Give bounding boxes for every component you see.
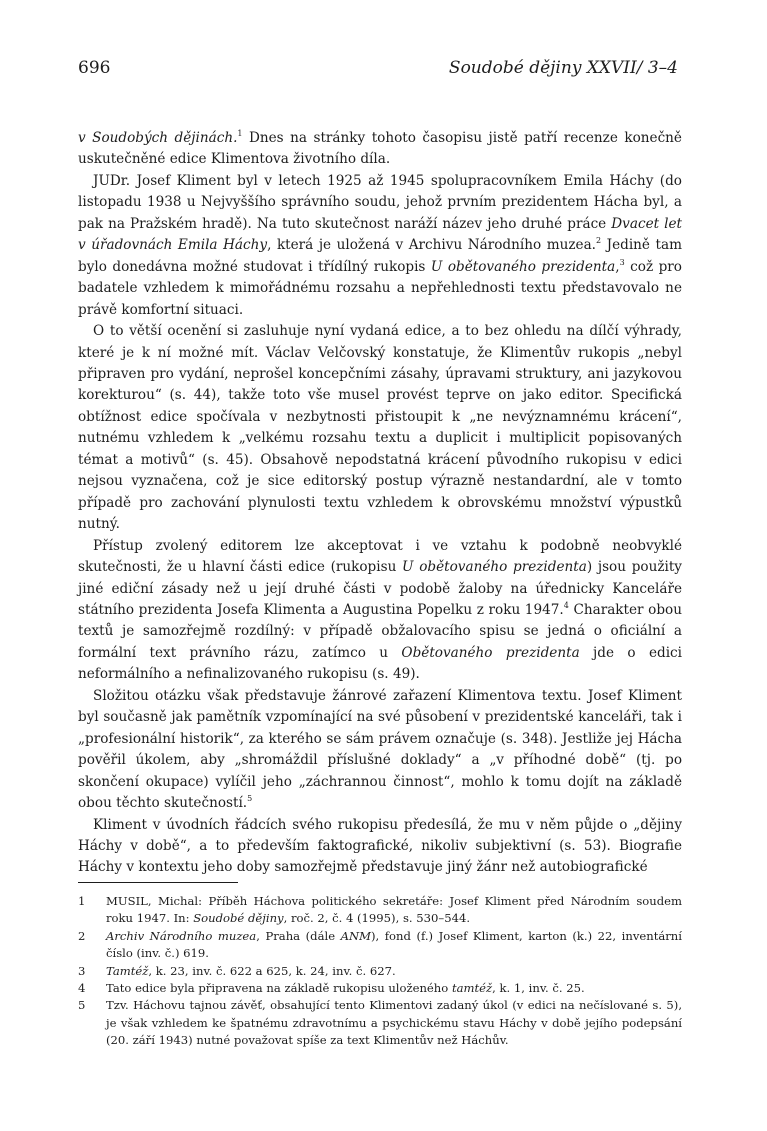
text-run: , bbox=[615, 258, 620, 275]
text-run: , k. 1, inv. č. 25. bbox=[492, 981, 585, 996]
footnote-number: 4 bbox=[78, 981, 86, 996]
italic-text: U obětovaného prezidenta bbox=[402, 559, 587, 576]
paragraph bbox=[78, 686, 682, 815]
text-run: Kliment v úvodních řádcích svého rukopisu předesílá, že mu v něm půjde o „dějiny Háchy v době“, a to především faktografické, nikoliv subjektivní (s. 53). Biografie Háchy v kontextu jeho doby samozřejmě představuje jiný žánr než autobiografické bbox=[78, 816, 682, 876]
text-run: Jedině tam bylo donedávna možné studovat i třídílný rukopis bbox=[78, 237, 682, 275]
running-header bbox=[78, 58, 678, 82]
journal-title: Soudobé dějiny XXVII/ 3–4 bbox=[448, 58, 678, 78]
footnote bbox=[78, 997, 682, 1049]
footnote-reference: 3 bbox=[619, 257, 625, 267]
footnote-rule bbox=[78, 882, 238, 883]
italic-text: Soudobé dějiny bbox=[193, 911, 284, 926]
footnote bbox=[78, 963, 682, 980]
italic-text: Archiv Národního muzea bbox=[106, 928, 257, 943]
footnote bbox=[78, 980, 682, 997]
footnote-number: 2 bbox=[78, 928, 86, 943]
footnote-text bbox=[106, 997, 682, 1049]
text-run: , která je uložená v Archivu Národního muzea. bbox=[267, 237, 596, 254]
text-run: Tzv. Háchovu tajnou závěť, obsahující tento Klimentovi zadaný úkol (v edici na nečíslované s. 5), je však vzhledem ke špatnému zdravotnímu a psychickému stavu Háchy v době jejího podepsání (20. září 1943) nutné považovat spíše za text Klimentův než Háchův. bbox=[106, 998, 682, 1048]
paragraph bbox=[78, 321, 682, 536]
paragraph bbox=[78, 128, 682, 171]
page-number: 696 bbox=[78, 58, 111, 78]
footnote-number: 1 bbox=[78, 894, 86, 908]
text-run: , roč. 2, č. 4 (1995), s. 530–544. bbox=[283, 911, 471, 926]
body-text bbox=[78, 128, 682, 879]
footnote-text bbox=[106, 963, 682, 980]
text-run: Složitou otázku však představuje žánrové zařazení Klimentova textu. Josef Kliment byl současně jak pamětník vzpomínající na své působení v prezidentské kanceláři, tak i „profesionální historik“, za kterého se sám právem označuje (s. 348). Jestliže jej Hácha pověřil úkolem, aby „shromáždil příslušné doklady“ a „v příhodné době“ (tj. po skončení okupace) vylíčil jeho „záchrannou činnost“, mohlo k tomu dojít na základě obou těchto skutečností. bbox=[78, 687, 682, 812]
footnote-text bbox=[106, 980, 682, 997]
footnote-text bbox=[106, 928, 682, 963]
footnote-reference: 2 bbox=[596, 236, 602, 246]
text-run: ), fond (f.) Josef Kliment, karton (k.) 22, inventární číslo (inv. č.) 619. bbox=[106, 928, 682, 961]
footnote-reference: 1 bbox=[237, 129, 243, 138]
italic-text: v Soudobých dějinách. bbox=[78, 130, 238, 146]
italic-text: tamtéž bbox=[451, 981, 493, 996]
italic-text: ANM bbox=[340, 928, 371, 943]
text-run: MUSIL, Michal: Příběh Háchova politického sekretáře: Josef Kliment před Národním soudem roku 1947. In: bbox=[106, 894, 682, 926]
text-run: , Praha (dále bbox=[256, 928, 341, 943]
paragraph bbox=[78, 815, 682, 879]
text-run: Dnes na stránky tohoto časopisu jistě patří recenze konečně uskutečněné edice Klimentova životního díla. bbox=[78, 130, 682, 168]
text-run: , k. 23, inv. č. 622 a 625, k. 24, inv. č. 627. bbox=[148, 963, 396, 978]
text-run: Přístup zvolený editorem lze akceptovat i ve vztahu k podobně neobvyklé skutečnosti, že u hlavní části edice (rukopisu bbox=[78, 537, 682, 576]
italic-text: Obětovaného prezidenta bbox=[401, 644, 580, 661]
italic-text: Tamtéž bbox=[106, 963, 149, 978]
italic-text: U obětovaného prezidenta bbox=[430, 258, 616, 275]
text-run: Charakter obou textů je samozřejmě rozdílný: v případě obžalovacího spisu se jedná o oficiální a formální text právního rázu, zatímco u bbox=[78, 601, 682, 661]
footnote-text bbox=[106, 893, 682, 928]
text-run: což pro badatele vzhledem k mimořádnému rozsahu a nepřehlednosti textu představovalo ne právě komfortní situaci. bbox=[78, 258, 682, 318]
footnote bbox=[78, 893, 682, 928]
footnotes bbox=[78, 893, 682, 1050]
text-run: O to větší ocenění si zasluhuje nyní vydaná edice, a to bez ohledu na dílčí výhrady, které je k ní možné mít. Václav Velčovský konstatuje, že Klimentův rukopis „nebyl připraven pro vydání, neprošel koncepčními zásahy, úpravami struktury, ani jazykovou korekturou“ (s. 44), takže toto vše musel provést teprve on jako editor. Specifická obtížnost edice spočívala v nezbytnosti přistoupit k „ne nevýznamnému krácení“, nutnému vzhledem k „velkému rozsahu textu a duplicit i multiplicit popisovaných témat a motivů“ (s. 45). Obsahově nepodstatná krácení původního rukopisu v edici nejsou vyznačena, což je sice editorský postup výrazně nestandardní, ale v tomto případě pro zachování plynulosti textu vzhledem k obrovskému množství výpustků nutný. bbox=[78, 323, 682, 533]
paragraph bbox=[78, 171, 682, 321]
footnote-number: 3 bbox=[78, 963, 86, 978]
paragraph bbox=[78, 536, 682, 686]
text-run: JUDr. Josef Kliment byl v letech 1925 až 1945 spolupracovníkem Emila Háchy (do listopadu 1938 u Nejvyššího správního soudu, jehož prvním prezidentem Hácha byl, a pak na Pražském hradě). Na tuto skutečnost naráží název jeho druhé práce bbox=[78, 172, 682, 232]
footnote-reference: 5 bbox=[247, 794, 253, 804]
text-run: Tato edice byla připravena na základě rukopisu uloženého bbox=[106, 981, 452, 996]
footnote-reference: 4 bbox=[563, 600, 569, 610]
text-run: ) jsou použity jiné ediční zásady než u její druhé části v podobě žaloby na úřednicky Kanceláře státního prezidenta Josefa Klimenta a Augustina Popelku z roku 1947. bbox=[78, 559, 682, 618]
footnote-number: 5 bbox=[78, 998, 86, 1013]
text-run: jde o edici neformálního a nefinalizovaného rukopisu (s. 49). bbox=[78, 644, 683, 683]
footnote bbox=[78, 928, 682, 963]
italic-text: Dvacet let v úřadovnách Emila Háchy bbox=[78, 215, 682, 254]
